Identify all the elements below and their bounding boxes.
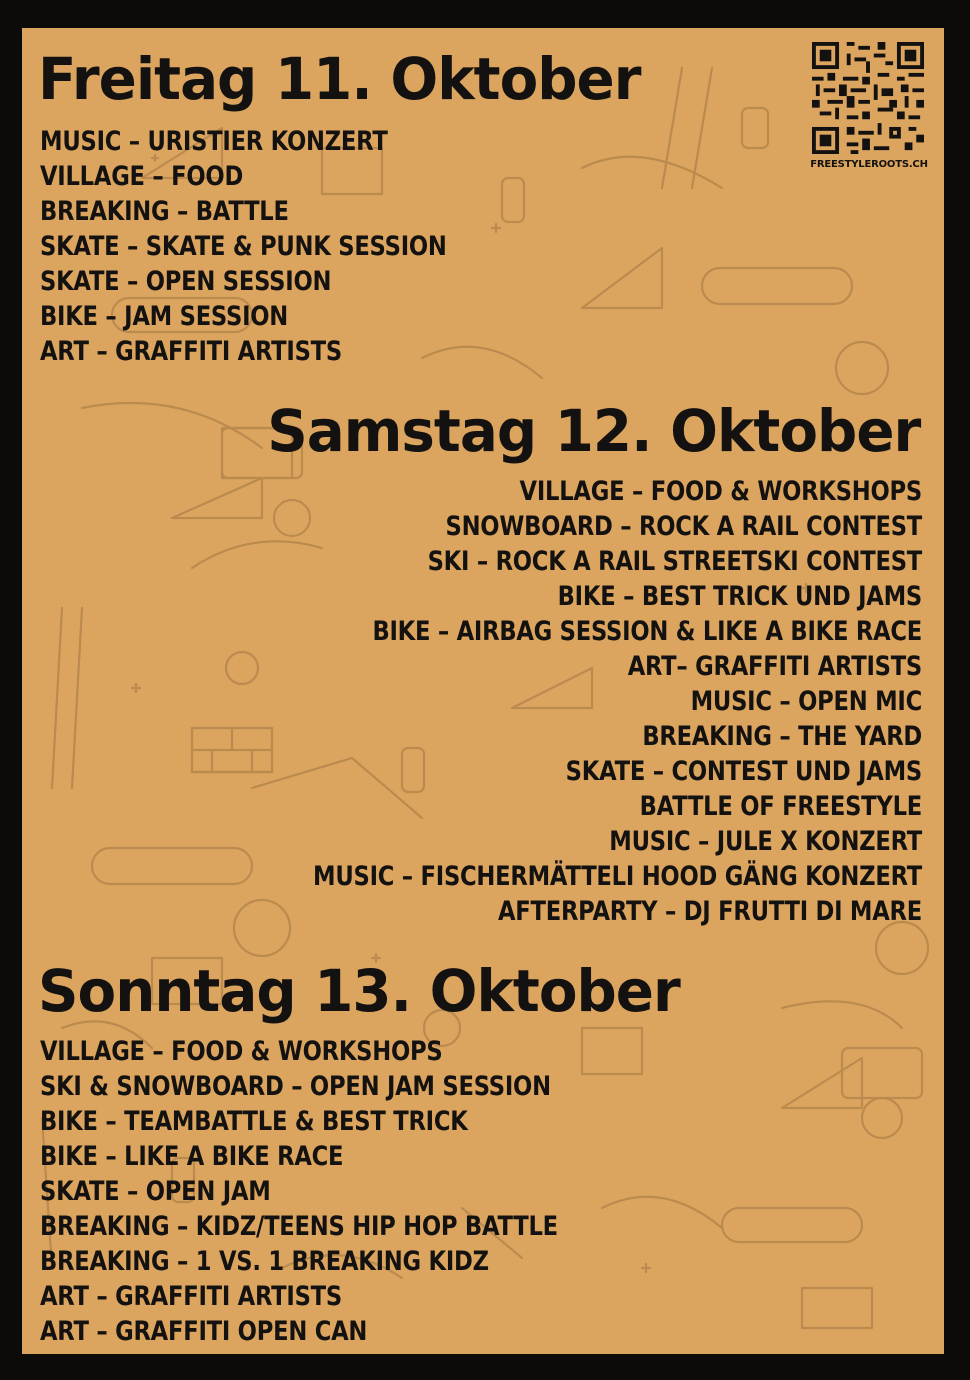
list-item: SKATE – CONTEST UND JAMS [565,756,922,787]
list-item: BREAKING – BATTLE [40,196,289,227]
list-item: MUSIC – FISCHERMÄTTELI HOOD GÄNG KONZERT [312,861,922,892]
list-item: BIKE – TEAMBATTLE & BEST TRICK [40,1106,468,1137]
list-item: ART – GRAFFITI OPEN CAN [40,1316,368,1347]
qr-code-block[interactable] [810,42,928,180]
poster [22,28,944,1354]
list-item: BIKE – JAM SESSION [40,301,289,332]
list-item: BIKE – AIRBAG SESSION & LIKE A BIKE RACE [372,616,922,647]
event-list-friday [40,124,524,369]
list-item: ART – GRAFFITI ARTISTS [40,1281,342,1312]
website-url[interactable]: FREESTYLEROOTS.CH [810,159,928,170]
list-item: BIKE – BEST TRICK UND JAMS [557,581,922,612]
list-item: BREAKING – 1 VS. 1 BREAKING KIDZ [40,1246,489,1277]
day-heading-sunday: Sonntag 13. Oktober [38,957,680,1025]
list-item: VILLAGE – FOOD & WORKSHOPS [40,1036,443,1067]
list-item: ART– GRAFFITI ARTISTS [627,651,922,682]
list-item: SNOWBOARD – ROCK A RAIL CONTEST [445,511,922,542]
list-item: SKI & SNOWBOARD – OPEN JAM SESSION [40,1071,551,1102]
list-item: SKI – ROCK A RAIL STREETSKI CONTEST [427,546,922,577]
list-item: AFTERPARTY – DJ FRUTTI DI MARE [497,896,922,927]
qr-code-icon [812,42,924,154]
list-item: ART – GRAFFITI ARTISTS [40,336,342,367]
day-heading-friday: Freitag 11. Oktober [38,45,641,113]
list-item: MUSIC – OPEN MIC [690,686,922,717]
list-item: MUSIC – URISTIER KONZERT [40,126,388,157]
list-item: SKATE – OPEN SESSION [40,266,332,297]
list-item: VILLAGE – FOOD [40,161,244,192]
list-item: BATTLE OF FREESTYLE [639,791,922,822]
list-item: BREAKING – KIDZ/TEENS HIP HOP BATTLE [40,1211,558,1242]
list-item: VILLAGE – FOOD & WORKSHOPS [519,476,922,507]
list-item: BREAKING – THE YARD [642,721,922,752]
event-list-sunday [40,1034,657,1349]
list-item: SKATE – OPEN JAM [40,1176,271,1207]
day-heading-saturday: Samstag 12. Oktober [266,397,920,465]
list-item: MUSIC – JULE X KONZERT [609,826,922,857]
event-list-saturday [197,474,922,929]
list-item: BIKE – LIKE A BIKE RACE [40,1141,344,1172]
list-item: SKATE – SKATE & PUNK SESSION [40,231,447,262]
